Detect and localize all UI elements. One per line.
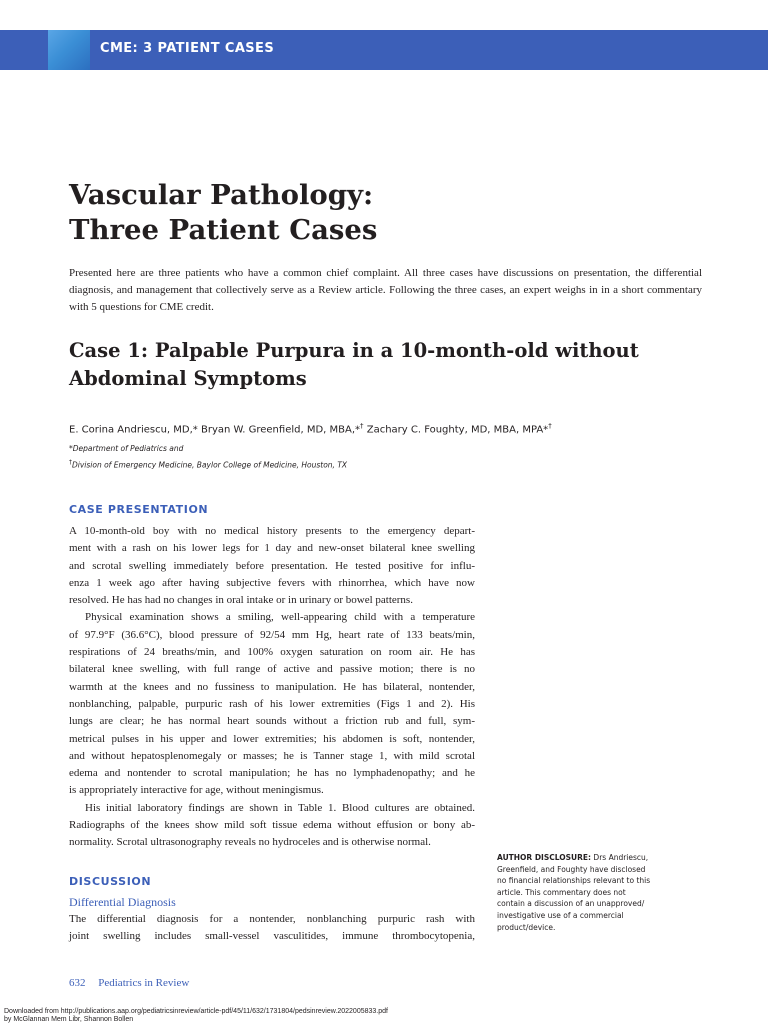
disclosure-line-1: Drs Andriescu,	[593, 853, 649, 862]
disclosure-line: no financial relationships relevant to this	[497, 876, 651, 886]
page-number: 632	[69, 977, 86, 989]
disclosure-line: investigative use of a commercial	[497, 910, 624, 920]
affiliation-division-mark: †	[69, 459, 72, 466]
article-intro: Presented here are three patients who have a common chief complaint. All three cases have discussions on presentation, the differential diagnosis, and management that collectively serve as a Review article. Following the three cases, an expert weighs in in a short commentary with 5 questions for CME credit.	[69, 267, 702, 313]
download-notice	[4, 1008, 388, 1024]
body-line: is appropriately interactive for age, without meningismus.	[69, 784, 324, 797]
case-1-title	[69, 337, 709, 393]
body-line: joint swelling includes small-vessel vasculitides, immune thrombocytopenia,	[69, 930, 475, 943]
page-footer	[69, 977, 189, 989]
author-3: Zachary C. Foughty, MD, MBA, MPA*	[366, 424, 549, 436]
disclosure-label: AUTHOR DISCLOSURE:	[497, 853, 592, 862]
author-list	[69, 419, 709, 437]
body-line: His initial laboratory findings are shown in Table 1. Blood cultures are obtained.	[85, 801, 475, 814]
case-1-title-line-2: Abdominal Symptoms	[69, 367, 307, 390]
author-1: E. Corina Andriescu, MD,*	[69, 424, 198, 436]
affiliation-division-text: Division of Emergency Medicine, Baylor College of Medicine, Houston, TX	[72, 460, 348, 470]
body-line: normality. Scrotal ultrasonography reveals no hydroceles and is otherwise normal.	[69, 836, 431, 849]
disclosure-line: product/device.	[497, 922, 556, 932]
case-presentation-heading: CASE PRESENTATION	[69, 503, 209, 516]
body-line: The differential diagnosis for a nontender, nonblanching purpuric rash with	[69, 913, 475, 925]
body-line: respirations of 24 breaths/min, and 100% oxygen saturation on room air. He has	[69, 646, 475, 659]
body-line: and scrotal swelling immediately before presentation. He tested positive for influ-	[69, 559, 475, 572]
affiliation-dept: *Department of Pediatrics and	[69, 444, 184, 453]
body-line: Physical examination shows a smiling, well-appearing child with a temperature	[85, 611, 475, 624]
article-title-line-2: Three Patient Cases	[69, 214, 378, 246]
body-line: Radiographs of the knees show mild soft tissue edema without effusion or bony ab-	[69, 819, 475, 832]
author-3-mark: †	[548, 422, 552, 430]
body-line: of 97.9°F (36.6°C), blood pressure of 92/54 mm Hg, heart rate of 133 beats/min,	[69, 628, 475, 641]
disclosure-line	[497, 852, 697, 864]
disclosure-line: article. This commentary does not	[497, 887, 626, 897]
discussion-heading: DISCUSSION	[69, 875, 152, 888]
affiliation-division	[69, 458, 709, 471]
body-line: edema and nontender to scrotal manipulation; he has no lymphadenopathy; and he	[69, 767, 475, 780]
download-line-2: by McGlannan Mem Libr, Shannon Bollen	[4, 1016, 134, 1023]
download-line-1: Downloaded from http://publications.aap.org/pediatricsinreview/article-pdf/45/11/632/1731804/pedsinreview.2022005833.pdf	[4, 1008, 388, 1015]
body-line: nonblanching, palpable, purpuric rash of his lower extremities (Figs 1 and 2). His	[69, 697, 475, 710]
disclosure-line: contain a discussion of an unapproved/	[497, 899, 645, 909]
body-line: warmth at the knees and no fussiness to manipulation. He has bilateral, nontender,	[69, 680, 475, 693]
banner-accent-square	[48, 30, 90, 70]
article-title	[69, 178, 709, 248]
discussion-body	[69, 911, 475, 946]
journal-name: Pediatrics in Review	[98, 977, 190, 989]
disclosure-line: Greenfield, and Foughty have disclosed	[497, 864, 646, 874]
body-line: metrical pulses in his upper and lower extremities; his abdomen is soft, nontender,	[69, 732, 475, 745]
body-line: resolved. He has had no changes in oral intake or in urinary or bowel patterns.	[69, 594, 413, 607]
body-line: enza 1 week ago after having subjective fevers with rhinorrhea, which have now	[69, 576, 475, 589]
author-disclosure	[497, 852, 697, 933]
differential-diagnosis-subheading: Differential Diagnosis	[69, 895, 176, 909]
body-line: ment with a rash on his lower legs for 1 day and new-onset bilateral knee swelling	[69, 542, 475, 555]
body-line: and without hepatosplenomegaly or masses; he is Tanner stage 1, with mild scrotal	[69, 749, 475, 762]
section-banner	[0, 30, 768, 70]
author-2: Bryan W. Greenfield, MD, MBA,*	[200, 424, 361, 436]
case-1-title-line-1: Case 1: Palpable Purpura in a 10-month-old without	[69, 339, 639, 362]
body-line: lungs are clear; he has normal heart sounds without a friction rub and full, sym-	[69, 715, 475, 728]
author-2-mark: †	[360, 422, 364, 430]
case-presentation-body	[69, 523, 475, 852]
article-title-line-1: Vascular Pathology:	[69, 179, 374, 211]
body-line: bilateral knee swelling, with full range of active and passive motion; there is no	[69, 663, 475, 676]
banner-label: CME: 3 PATIENT CASES	[100, 41, 275, 56]
body-line: A 10-month-old boy with no medical history presents to the emergency depart-	[69, 525, 475, 537]
